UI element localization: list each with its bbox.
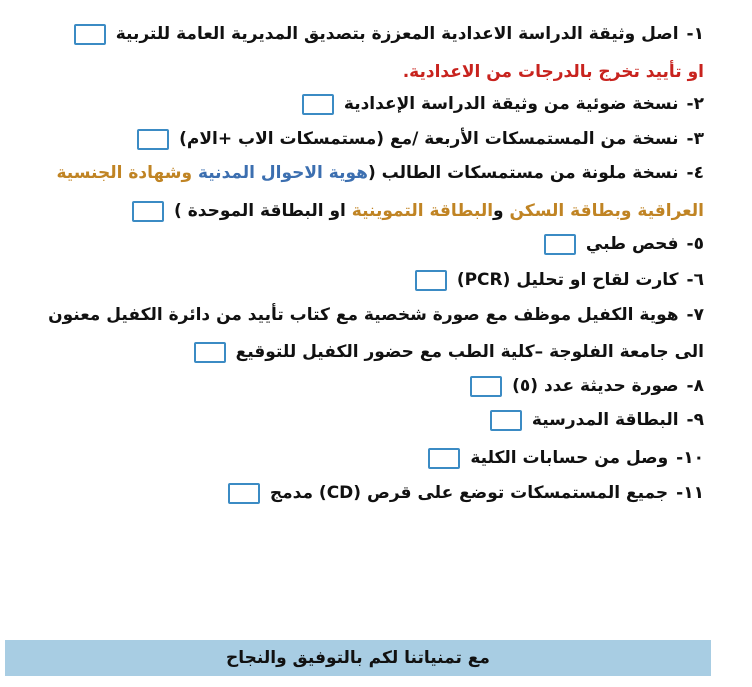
list-item (20, 89, 704, 119)
checkbox[interactable] (194, 342, 226, 363)
checkbox[interactable] (74, 24, 106, 45)
item-text: نسخة من المستمسكات الأربعة /مع (مستمسكات الاب +الام) (179, 129, 679, 149)
item-text: جميع المستمسكات توضع على قرص (CD) مدمج (269, 483, 669, 503)
item-number: ١١- (676, 483, 704, 503)
closing-banner (5, 640, 711, 676)
item-text: العراقية وبطاقة السكن (509, 201, 704, 221)
item-text: وشهادة الجنسية (56, 163, 198, 183)
item-text: نسخة ضوئية من وثيقة الدراسة الإعدادية (343, 94, 679, 114)
list-item (20, 300, 704, 330)
item-number: ٢- (686, 94, 704, 114)
list-item (20, 124, 704, 154)
item-number: ٤- (686, 163, 704, 183)
checkbox[interactable] (137, 129, 169, 150)
item-number: ٦- (686, 270, 704, 290)
item-text: هوية الكفيل موظف مع صورة شخصية مع كتاب تأييد من دائرة الكفيل معنون (48, 305, 679, 325)
item-number: ٨- (686, 376, 704, 396)
list-item (20, 196, 704, 226)
list-item (20, 478, 704, 508)
checkbox[interactable] (490, 410, 522, 431)
item-text: او تأييد تخرج بالدرجات من الاعدادية. (402, 62, 704, 82)
item-text: صورة حديثة عدد (٥) (512, 376, 679, 396)
item-number: ٥- (686, 234, 704, 254)
checkbox[interactable] (415, 270, 447, 291)
list-item (20, 265, 704, 295)
checkbox[interactable] (302, 94, 334, 115)
item-number: ١٠- (676, 448, 704, 468)
item-text: البطاقة المدرسية (531, 410, 679, 430)
item-number: ٩- (686, 410, 704, 430)
item-text: كارت لقاح او تحليل (PCR) (456, 270, 679, 290)
list-item (20, 405, 704, 435)
checkbox[interactable] (428, 448, 460, 469)
list-item (20, 371, 704, 401)
closing-message: مع تمنياتنا لكم بالتوفيق والنجاح (226, 648, 490, 668)
checkbox[interactable] (544, 234, 576, 255)
item-text: البطاقة التموينية (351, 201, 494, 221)
item-text: وصل من حسابات الكلية (470, 448, 669, 468)
item-number: ٧- (686, 305, 704, 325)
item-text: اصل وثيقة الدراسة الاعدادية المعززة بتصديق المديرية العامة للتربية (115, 24, 679, 44)
list-item (20, 337, 704, 367)
item-text: فحص طبي (585, 234, 679, 254)
list-item (20, 158, 704, 188)
checkbox[interactable] (132, 201, 164, 222)
item-text: او البطاقة الموحدة ) (174, 201, 352, 221)
item-text: هوية الاحوال المدنية (197, 163, 368, 183)
item-text: الى جامعة الفلوجة –كلية الطب مع حضور الكفيل للتوقيع (235, 342, 704, 362)
item-text: نسخة ملونة من مستمسكات الطالب ( (367, 163, 679, 183)
list-item (20, 443, 704, 473)
item-number: ٣- (686, 129, 704, 149)
item-number: ١- (686, 24, 704, 44)
item-text: و (493, 201, 510, 221)
checkbox[interactable] (470, 376, 502, 397)
list-item (20, 229, 704, 259)
list-item (20, 57, 704, 87)
checkbox[interactable] (228, 483, 260, 504)
list-item (20, 19, 704, 49)
